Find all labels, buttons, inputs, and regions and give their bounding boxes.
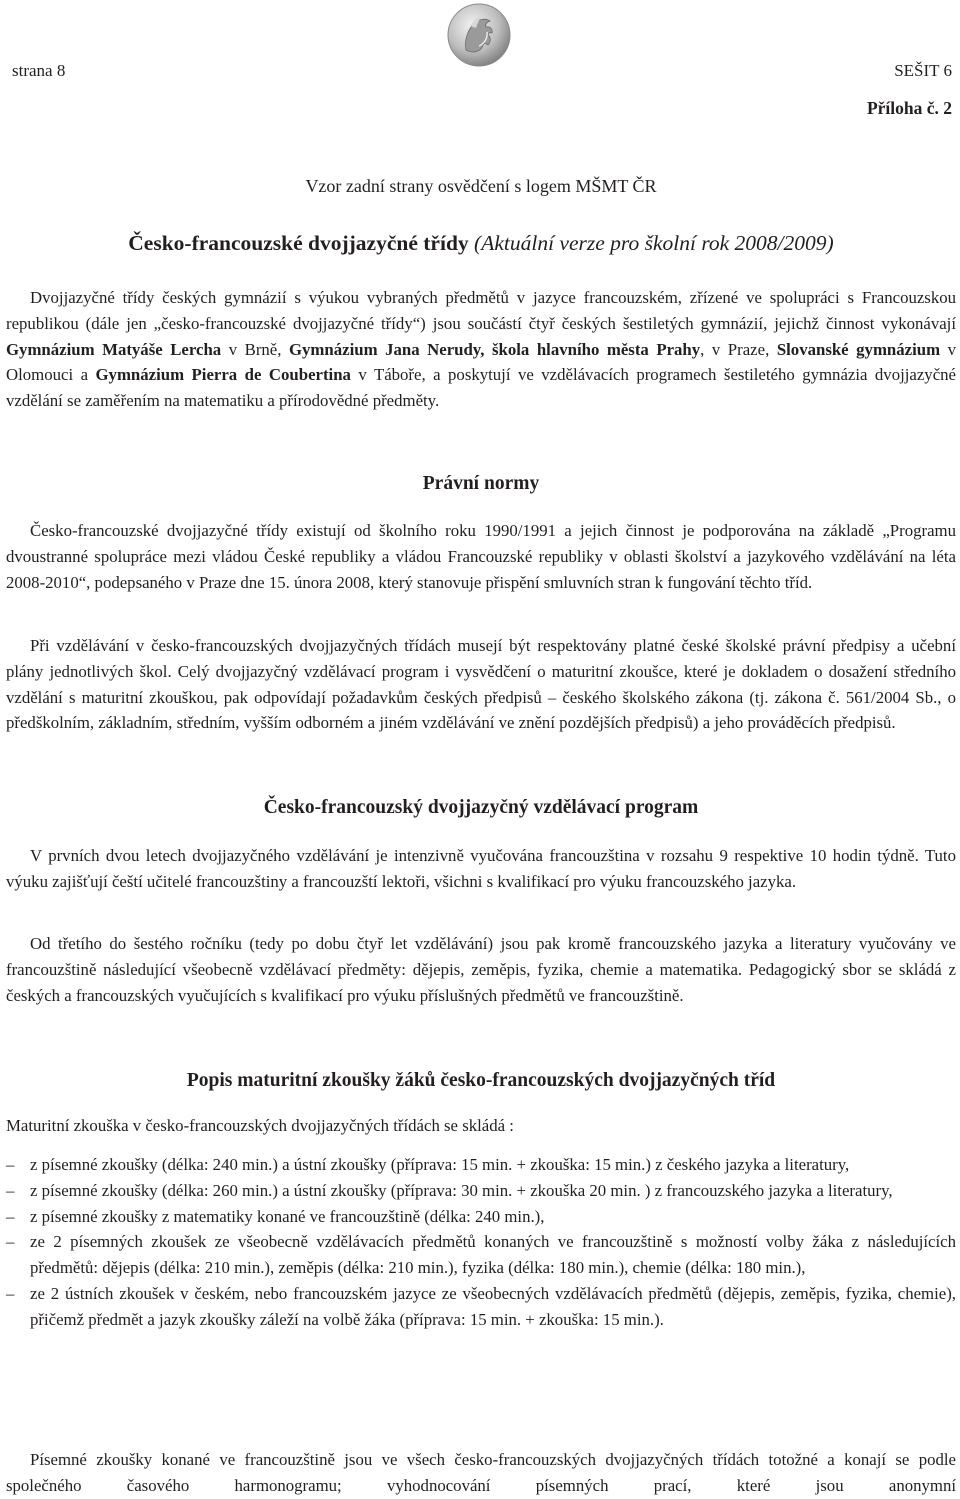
issue-label: SEŠIT 6 — [894, 61, 952, 80]
legal-paragraph-1: Česko-francouzské dvojjazyčné třídy existují od školního roku 1990/1991 a jejich činnost je podporována na základě „Programu dvoustranné spolupráce mezi vládou České republiky a vládou Francouzské republiky v oblasti školství a jazykového vzdělávání na léta 2008-2010“, podepsaného v Praze dne 15. února 2008, který stanovuje přispění smluvních stran k fungování těchto tříd. — [6, 521, 956, 592]
intro-paragraph — [6, 285, 956, 414]
annex-label: Příloha č. 2 — [866, 98, 952, 118]
legal-paragraph-2: Při vzdělávání v česko-francouzských dvojjazyčných třídách musejí být respektovány platné české školské právní předpisy a učební plány jednotlivých škol. Celý dvojjazyčný vzdělávací program i vysvědčení o maturitní zkoušce, které je dokladem o dosažení středního vzdělání s maturitní zkouškou, pak odpovídají požadavkům českých předpisů – českého školského zákona (tj. zákona č. 561/2004 Sb., o předškolním, základním, středním, vyšším odborném a jiném vzdělávání ve znění pozdějších předpisů) a jeho prováděcích předpisů. — [6, 636, 956, 733]
intro-text-3: , v Praze, — [700, 339, 777, 359]
list-item: – ze 2 ústních zkoušek v českém, nebo francouzském jazyce ze všeobecných vzdělávacích předmětů (dějepis, zeměpis, fyzika, chemie), přičemž předmět a jazyk zkoušky záleží na volbě žáka (příprava: 15 min. + zkouška: 15 min.). — [6, 1281, 956, 1333]
section-heading-exam: Popis maturitní zkoušky žáků česko-francouzských dvojjazyčných tříd — [186, 1070, 776, 1091]
intro-text-5: v Táboře, a poskytují ve vzdělávacích programech šestiletého gymnázia dvojjazyčné vzdělání se zaměřením na matematiku a přírodovědné předměty. — [6, 365, 956, 411]
school-olomouc: Slovanské gymnázium — [776, 339, 941, 359]
page-title — [6, 229, 956, 257]
school-tabor: Gymnázium Pierra de Coubertina — [95, 365, 351, 385]
school-praha: Gymnázium Jana Nerudy, škola hlavního města Prahy — [288, 339, 701, 359]
list-item: – z písemné zkoušky z matematiky konané ve francouzštině (délka: 240 min.), — [6, 1204, 956, 1230]
page-title-main: Česko-francouzské dvojjazyčné třídy — [128, 231, 475, 255]
exam-list — [6, 1152, 956, 1333]
school-brno: Gymnázium Matyáše Lercha — [6, 339, 222, 359]
exam-intro: Maturitní zkouška v česko-francouzských dvojjazyčných třídách se skládá : — [6, 1116, 514, 1135]
page-title-italic: (Aktuální verze pro školní rok 2008/2009) — [474, 231, 834, 255]
intro-text-4: v Olomouci a — [6, 339, 957, 385]
list-item: – ze 2 písemných zkoušek ze všeobecně vzdělávacích předmětů konaných ve francouzštině s možností volby žáka z následujících předmětů: dějepis (délka: 210 min.), zeměpis (délka: 210 min.), fyzika (délka: 180 min.), chemie (délka: 180 min.), — [6, 1229, 956, 1281]
page-subtitle: Vzor zadní strany osvědčení s logem MŠMT ČR — [305, 176, 657, 196]
intro-text-2: v Brně, — [221, 339, 289, 359]
program-paragraph-1: V prvních dvou letech dvojjazyčného vzdělávání je intenzivně vyučována francouzština v rozsahu 9 respektive 10 hodin týdně. Tuto výuku zajišťují čeští učitelé francouzštiny a francouzští lektoři, všichni s kvalifikací pro výuku francouzského jazyka. — [6, 846, 956, 891]
exam-last-paragraph: Písemné zkoušky konané ve francouzštině jsou ve všech česko-francouzských dvojjazyčných třídách totožné a konají se podle společného časového harmonogramu; vyhodnocování písemných prací, které jsou anonymní — [6, 1450, 956, 1495]
list-item: – z písemné zkoušky (délka: 240 min.) a ústní zkoušky (příprava: 15 min. + zkouška: 15 min.) z českého jazyka a literatury, — [6, 1152, 956, 1178]
page-number: strana 8 — [12, 61, 66, 80]
program-paragraph-2: Od třetího do šestého ročníku (tedy po dobu čtyř let vzdělávání) jsou pak kromě francouzského jazyka a literatury vyučovány ve francouzštině následující všeobecně vzdělávací předměty: dějepis, zeměpis, fyzika, chemie a matematika. Pedagogický sbor se skládá z českých a francouzských vyučujících s kvalifikací pro výuku příslušných předmětů ve francouzštině. — [6, 934, 956, 1005]
list-item: – z písemné zkoušky (délka: 260 min.) a ústní zkoušky (příprava: 30 min. + zkouška 20 min. ) z francouzského jazyka a literatury, — [6, 1178, 956, 1204]
lion-emblem-icon — [446, 2, 512, 68]
intro-text-1: Dvojjazyčné třídy českých gymnázií s výukou vybraných předmětů v jazyce francouzském, zřízené ve spolupráci s Francouzskou republikou (dále jen „česko-francouzské dvojjazyčné třídy“) jsou součástí čtyř českých šestiletých gymnázií, jejichž činnost vykonávají — [6, 288, 956, 333]
section-heading-program: Česko-francouzský dvojjazyčný vzdělávací program — [263, 797, 699, 818]
section-heading-legal: Právní normy — [422, 473, 540, 494]
